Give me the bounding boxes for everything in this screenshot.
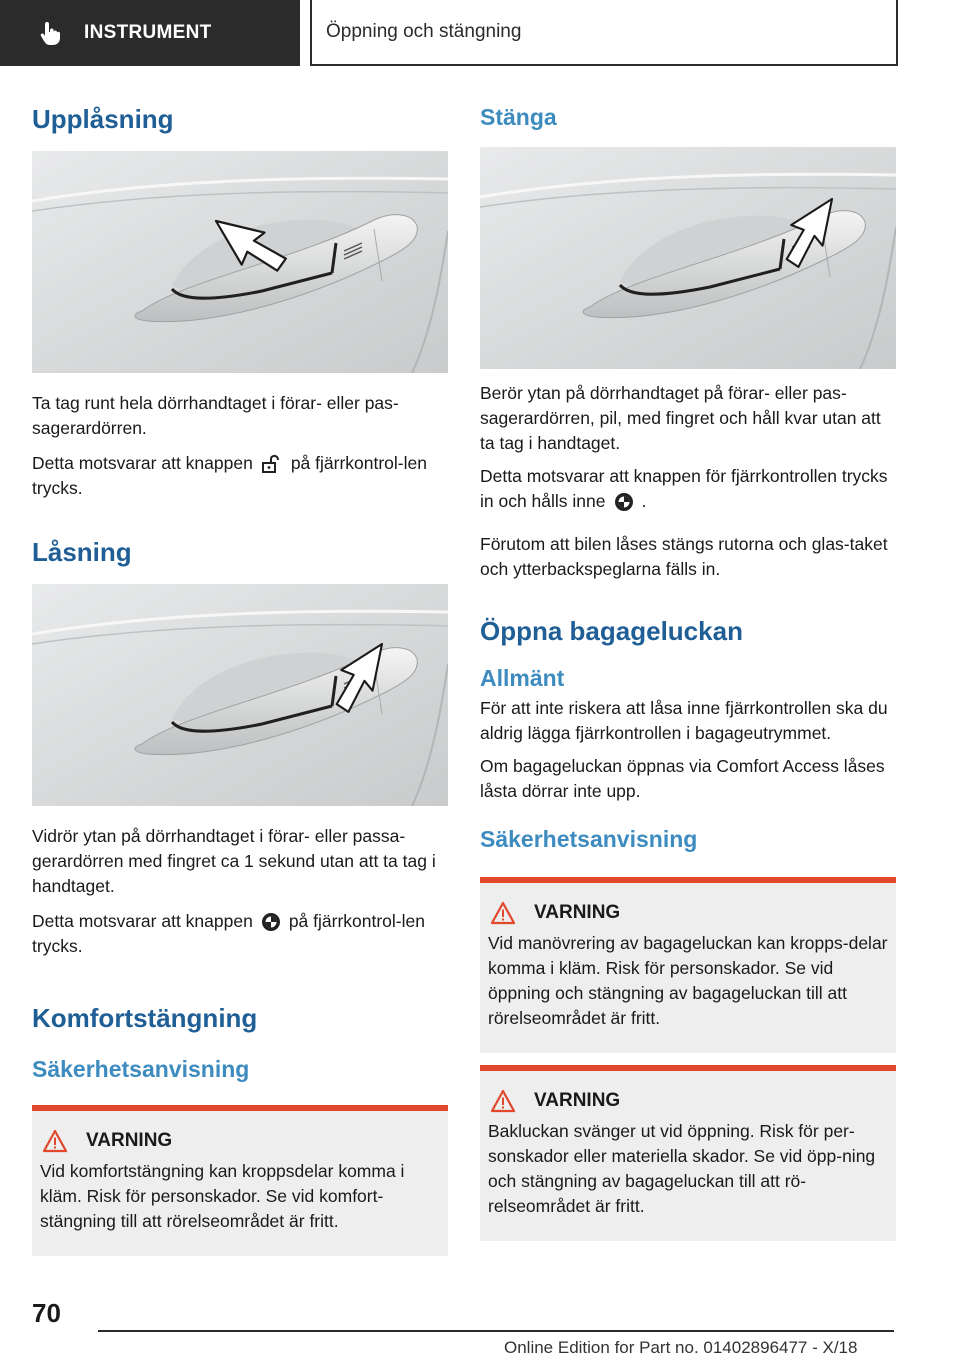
heading-close: Stänga bbox=[480, 104, 557, 130]
subheading-safety-left: Säkerhetsanvisning bbox=[32, 1056, 250, 1082]
chapter-tab[interactable] bbox=[310, 0, 898, 66]
footer-divider bbox=[98, 1330, 894, 1332]
right-column bbox=[480, 98, 896, 1241]
unlock-text-2-post: på fjärrkontrol-len trycks. bbox=[32, 453, 427, 498]
lock-text-2-post: på fjärrkontrol-len trycks. bbox=[32, 911, 425, 956]
subheading-safety-right: Säkerhetsanvisning bbox=[480, 826, 698, 852]
door-handle-unlock-image bbox=[32, 151, 448, 373]
warning-triangle-icon bbox=[42, 1129, 68, 1153]
hand-pointer-icon bbox=[38, 20, 64, 46]
heading-unlock: Upplåsning bbox=[32, 104, 174, 134]
subheading-general: Allmänt bbox=[480, 665, 565, 691]
close-text-1: Berör ytan på dörrhandtaget på förar- eller pas-sagerardörren, pil, med fingret och håll kvar utan att ta tag i handtaget. bbox=[480, 383, 881, 453]
bmw-logo-icon bbox=[614, 492, 634, 512]
warning-triangle-icon bbox=[490, 901, 516, 925]
close-text-2-pre: Detta motsvarar att knappen för fjärrkontrollen trycks in och hålls inne bbox=[480, 466, 888, 511]
warning-box-trunk-2 bbox=[480, 1065, 896, 1241]
trunk-text-2: Om bagageluckan öppnas via Comfort Access låses låsta dörrar inte upp. bbox=[480, 756, 885, 801]
warning-text: Vid komfortstängning kan kroppsdelar komma i kläm. Risk för personskador. Se vid komfort-stängning till att rörelseområdet är fritt. bbox=[40, 1161, 405, 1231]
page-number: 70 bbox=[32, 1298, 61, 1328]
warning-box-comfort bbox=[32, 1105, 448, 1256]
lock-text-2 bbox=[32, 909, 448, 959]
warning-text: Bakluckan svänger ut vid öppning. Risk för per-sonskador eller materiella skador. Se vid öpp-ning och stängning av bagageluckan till att rö-relseområdet är fritt. bbox=[488, 1121, 876, 1216]
warning-text: Vid manövrering av bagageluckan kan kropps-delar komma i kläm. Risk för personskador. Se vid öppning och stängning av bagageluckan till att rörelseområdet är fritt. bbox=[488, 933, 888, 1028]
warning-box-trunk-1 bbox=[480, 877, 896, 1053]
unlock-text-2-pre: Detta motsvarar att knappen bbox=[32, 453, 253, 473]
left-column bbox=[32, 98, 448, 1256]
close-text-3: Förutom att bilen låses stängs rutorna och glas-taket och ytterbackspeglarna fälls in. bbox=[480, 534, 888, 579]
warning-triangle-icon bbox=[490, 1089, 516, 1113]
page-header bbox=[0, 0, 960, 66]
section-tab[interactable] bbox=[0, 0, 300, 66]
edition-note: Online Edition for Part no. 01402896477 - X/18 bbox=[504, 1338, 858, 1357]
unlock-text-2 bbox=[32, 451, 448, 501]
heading-comfort-closing: Komfortstängning bbox=[32, 1003, 258, 1033]
warning-title: VARNING bbox=[534, 1090, 621, 1111]
lock-text-2-pre: Detta motsvarar att knappen bbox=[32, 911, 253, 931]
section-label: INSTRUMENT bbox=[84, 22, 212, 43]
door-handle-close-image bbox=[480, 147, 896, 369]
bmw-logo-icon bbox=[261, 912, 281, 932]
heading-open-trunk: Öppna bagageluckan bbox=[480, 616, 743, 646]
chapter-title: Öppning och stängning bbox=[326, 21, 522, 42]
door-handle-lock-image bbox=[32, 584, 448, 806]
heading-lock: Låsning bbox=[32, 537, 132, 567]
unlock-padlock-icon bbox=[261, 454, 283, 474]
lock-text-1: Vidrör ytan på dörrhandtaget i förar- eller passa-gerardörren med fingret ca 1 sekund utan att ta tag i handtaget. bbox=[32, 826, 436, 896]
unlock-text-1: Ta tag runt hela dörrhandtaget i förar- eller pas-sagerardörren. bbox=[32, 393, 399, 438]
trunk-text-1: För att inte riskera att låsa inne fjärrkontrollen ska du aldrig lägga fjärrkontrollen i bagageutrymmet. bbox=[480, 698, 888, 743]
close-text-2-post: . bbox=[641, 491, 647, 511]
close-text-2 bbox=[480, 464, 896, 514]
warning-title: VARNING bbox=[534, 902, 621, 923]
warning-title: VARNING bbox=[86, 1130, 173, 1151]
